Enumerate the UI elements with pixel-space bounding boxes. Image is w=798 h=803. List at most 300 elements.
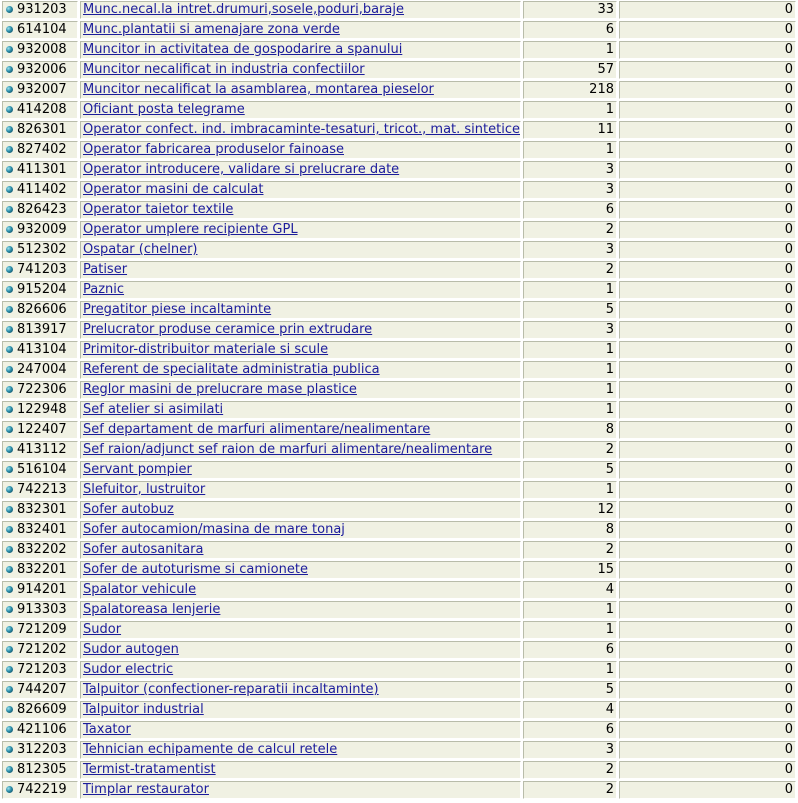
bullet-icon — [6, 366, 13, 373]
secondary-count: 0 — [619, 641, 796, 659]
job-title-link[interactable]: Sef raion/adjunct sef raion de marfuri alimentare/nealimentare — [83, 442, 493, 457]
job-title-link[interactable]: Sofer autosanitara — [83, 542, 204, 557]
job-code-cell — [2, 421, 78, 439]
job-title-cell — [80, 221, 521, 239]
job-code: 932007 — [17, 82, 67, 97]
secondary-count: 0 — [619, 501, 796, 519]
job-title-cell — [80, 41, 521, 59]
secondary-count: 0 — [619, 181, 796, 199]
job-title-cell — [80, 581, 521, 599]
table-row — [2, 381, 796, 399]
job-title-cell — [80, 321, 521, 339]
job-code-cell — [2, 681, 78, 699]
job-code-cell — [2, 101, 78, 119]
table-row — [2, 201, 796, 219]
job-title-cell — [80, 381, 521, 399]
secondary-count: 0 — [619, 341, 796, 359]
table-row — [2, 341, 796, 359]
table-row — [2, 721, 796, 739]
job-title-link[interactable]: Prelucrator produse ceramice prin extrudare — [83, 322, 373, 337]
job-code: 312203 — [17, 742, 67, 757]
secondary-count: 0 — [619, 61, 796, 79]
job-title-link[interactable]: Patiser — [83, 262, 128, 277]
secondary-count: 0 — [619, 201, 796, 219]
table-row — [2, 781, 796, 799]
vacancy-count: 4 — [523, 581, 617, 599]
bullet-icon — [6, 66, 13, 73]
secondary-count: 0 — [619, 761, 796, 779]
job-title-link[interactable]: Slefuitor, lustruitor — [83, 482, 206, 497]
job-code-cell — [2, 281, 78, 299]
table-row — [2, 61, 796, 79]
job-code: 516104 — [17, 462, 67, 477]
secondary-count: 0 — [619, 701, 796, 719]
vacancy-count: 11 — [523, 121, 617, 139]
secondary-count: 0 — [619, 121, 796, 139]
job-title-cell — [80, 141, 521, 159]
vacancy-count: 3 — [523, 741, 617, 759]
job-code: 721202 — [17, 642, 67, 657]
vacancy-count: 6 — [523, 641, 617, 659]
table-row — [2, 181, 796, 199]
job-title-cell — [80, 521, 521, 539]
bullet-icon — [6, 686, 13, 693]
job-title-cell — [80, 681, 521, 699]
job-title-cell — [80, 81, 521, 99]
bullet-icon — [6, 546, 13, 553]
job-code: 744207 — [17, 682, 67, 697]
job-code: 721209 — [17, 622, 67, 637]
vacancy-count: 1 — [523, 281, 617, 299]
job-title-cell — [80, 761, 521, 779]
job-code: 932006 — [17, 62, 67, 77]
vacancy-count: 2 — [523, 781, 617, 799]
job-title-link[interactable]: Referent de specialitate administratia publica — [83, 362, 380, 377]
job-title-link[interactable]: Operator masini de calculat — [83, 182, 264, 197]
vacancy-count: 1 — [523, 41, 617, 59]
bullet-icon — [6, 506, 13, 513]
vacancy-count: 2 — [523, 221, 617, 239]
vacancy-count: 2 — [523, 261, 617, 279]
job-title-link[interactable]: Oficiant posta telegrame — [83, 102, 245, 117]
bullet-icon — [6, 666, 13, 673]
vacancy-count: 4 — [523, 701, 617, 719]
vacancy-count: 218 — [523, 81, 617, 99]
job-title-cell — [80, 121, 521, 139]
bullet-icon — [6, 406, 13, 413]
secondary-count: 0 — [619, 261, 796, 279]
vacancy-count: 1 — [523, 601, 617, 619]
bullet-icon — [6, 126, 13, 133]
job-title-cell — [80, 601, 521, 619]
job-code: 411402 — [17, 182, 67, 197]
job-title-link[interactable]: Munc.necal.la intret.drumuri,sosele,poduri,baraje — [83, 2, 405, 17]
job-code-cell — [2, 441, 78, 459]
table-row — [2, 581, 796, 599]
secondary-count: 0 — [619, 21, 796, 39]
job-title-link[interactable]: Servant pompier — [83, 462, 192, 477]
job-title-cell — [80, 181, 521, 199]
table-row — [2, 241, 796, 259]
vacancy-count: 5 — [523, 681, 617, 699]
job-code-cell — [2, 181, 78, 199]
job-code-cell — [2, 521, 78, 539]
job-code: 122948 — [17, 402, 67, 417]
bullet-icon — [6, 526, 13, 533]
job-title-link[interactable]: Tehnician echipamente de calcul retele — [83, 742, 338, 757]
bullet-icon — [6, 206, 13, 213]
bullet-icon — [6, 586, 13, 593]
bullet-icon — [6, 286, 13, 293]
table-row — [2, 281, 796, 299]
job-code-cell — [2, 201, 78, 219]
job-code-cell — [2, 741, 78, 759]
job-title-link[interactable]: Taxator — [83, 722, 131, 737]
job-title-cell — [80, 261, 521, 279]
job-title-cell — [80, 441, 521, 459]
job-title-link[interactable]: Talpuitor (confectioner-reparatii incaltaminte) — [83, 682, 379, 697]
bullet-icon — [6, 606, 13, 613]
vacancy-count: 2 — [523, 441, 617, 459]
secondary-count: 0 — [619, 361, 796, 379]
bullet-icon — [6, 426, 13, 433]
job-code: 411301 — [17, 162, 67, 177]
table-row — [2, 221, 796, 239]
table-row — [2, 521, 796, 539]
job-code-cell — [2, 81, 78, 99]
job-code: 742213 — [17, 482, 67, 497]
job-code-cell — [2, 241, 78, 259]
job-title-link[interactable]: Pregatitor piese incaltaminte — [83, 302, 272, 317]
vacancy-count: 33 — [523, 1, 617, 19]
job-code-cell — [2, 321, 78, 339]
job-title-link[interactable]: Sef atelier si asimilati — [83, 402, 224, 417]
bullet-icon — [6, 306, 13, 313]
job-title-cell — [80, 241, 521, 259]
vacancy-count: 1 — [523, 481, 617, 499]
job-title-cell — [80, 621, 521, 639]
job-code: 915204 — [17, 282, 67, 297]
vacancy-count: 2 — [523, 761, 617, 779]
job-title-link[interactable]: Muncitor necalificat in industria confectiilor — [83, 62, 365, 77]
job-code: 421106 — [17, 722, 67, 737]
vacancy-count: 5 — [523, 301, 617, 319]
job-code-cell — [2, 381, 78, 399]
secondary-count: 0 — [619, 681, 796, 699]
bullet-icon — [6, 226, 13, 233]
job-code-cell — [2, 341, 78, 359]
job-title-link[interactable]: Operator taietor textile — [83, 202, 234, 217]
secondary-count: 0 — [619, 381, 796, 399]
job-title-link[interactable]: Sudor — [83, 622, 122, 637]
job-title-cell — [80, 641, 521, 659]
job-code: 932009 — [17, 222, 67, 237]
job-code: 826606 — [17, 302, 67, 317]
table-row — [2, 81, 796, 99]
job-code: 247004 — [17, 362, 67, 377]
job-code-cell — [2, 301, 78, 319]
secondary-count: 0 — [619, 461, 796, 479]
table-row — [2, 461, 796, 479]
job-title-link[interactable]: Muncitor necalificat la asamblarea, montarea pieselor — [83, 82, 434, 97]
table-row — [2, 141, 796, 159]
job-code: 122407 — [17, 422, 67, 437]
secondary-count: 0 — [619, 521, 796, 539]
table-row — [2, 421, 796, 439]
job-title-link[interactable]: Operator fabricarea produselor fainoase — [83, 142, 344, 157]
secondary-count: 0 — [619, 601, 796, 619]
vacancy-count: 6 — [523, 721, 617, 739]
table-row — [2, 741, 796, 759]
job-code-cell — [2, 581, 78, 599]
job-title-link[interactable]: Sudor autogen — [83, 642, 179, 657]
job-code-cell — [2, 1, 78, 19]
table-row — [2, 161, 796, 179]
bullet-icon — [6, 746, 13, 753]
job-title-cell — [80, 701, 521, 719]
job-code-cell — [2, 661, 78, 679]
job-code-cell — [2, 41, 78, 59]
job-title-cell — [80, 401, 521, 419]
secondary-count: 0 — [619, 721, 796, 739]
bullet-icon — [6, 386, 13, 393]
secondary-count: 0 — [619, 221, 796, 239]
job-code: 932008 — [17, 42, 67, 57]
job-title-link[interactable]: Sofer autobuz — [83, 502, 174, 517]
job-code-cell — [2, 621, 78, 639]
job-code: 832201 — [17, 562, 67, 577]
table-row — [2, 261, 796, 279]
job-title-link[interactable]: Primitor-distribuitor materiale si scule — [83, 342, 329, 357]
job-title-cell — [80, 101, 521, 119]
job-title-cell — [80, 661, 521, 679]
bullet-icon — [6, 326, 13, 333]
bullet-icon — [6, 246, 13, 253]
vacancy-count: 6 — [523, 201, 617, 219]
secondary-count: 0 — [619, 421, 796, 439]
bullet-icon — [6, 766, 13, 773]
vacancy-count: 15 — [523, 561, 617, 579]
job-title-link[interactable]: Spalatoreasa lenjerie — [83, 602, 221, 617]
table-row — [2, 761, 796, 779]
job-code-cell — [2, 221, 78, 239]
bullet-icon — [6, 566, 13, 573]
bullet-icon — [6, 726, 13, 733]
secondary-count: 0 — [619, 81, 796, 99]
job-title-cell — [80, 561, 521, 579]
job-title-link[interactable]: Spalator vehicule — [83, 582, 197, 597]
table-row — [2, 621, 796, 639]
job-title-cell — [80, 461, 521, 479]
table-row — [2, 481, 796, 499]
secondary-count: 0 — [619, 141, 796, 159]
job-title-link[interactable]: Termist-tratamentist — [83, 762, 216, 777]
job-code-cell — [2, 161, 78, 179]
job-code-cell — [2, 641, 78, 659]
job-code: 722306 — [17, 382, 67, 397]
job-code: 826609 — [17, 702, 67, 717]
job-title-cell — [80, 21, 521, 39]
table-row — [2, 641, 796, 659]
job-code-cell — [2, 761, 78, 779]
bullet-icon — [6, 446, 13, 453]
job-code: 614104 — [17, 22, 67, 37]
job-title-cell — [80, 1, 521, 19]
job-title-link[interactable]: Sef departament de marfuri alimentare/nealimentare — [83, 422, 431, 437]
bullet-icon — [6, 166, 13, 173]
secondary-count: 0 — [619, 741, 796, 759]
bullet-icon — [6, 626, 13, 633]
secondary-count: 0 — [619, 401, 796, 419]
job-code-cell — [2, 401, 78, 419]
table-row — [2, 121, 796, 139]
table-row — [2, 601, 796, 619]
vacancy-count: 3 — [523, 161, 617, 179]
job-title-link[interactable]: Operator confect. ind. imbracaminte-tesaturi, tricot., mat. sintetice — [83, 122, 520, 137]
bullet-icon — [6, 86, 13, 93]
job-title-cell — [80, 481, 521, 499]
secondary-count: 0 — [619, 41, 796, 59]
bullet-icon — [6, 6, 13, 13]
vacancy-count: 1 — [523, 661, 617, 679]
vacancy-count: 1 — [523, 101, 617, 119]
vacancy-count: 8 — [523, 421, 617, 439]
job-code: 832401 — [17, 522, 67, 537]
job-code-cell — [2, 601, 78, 619]
table-row — [2, 441, 796, 459]
job-code: 826301 — [17, 122, 67, 137]
vacancy-count: 1 — [523, 361, 617, 379]
secondary-count: 0 — [619, 481, 796, 499]
job-code-cell — [2, 561, 78, 579]
secondary-count: 0 — [619, 1, 796, 19]
vacancy-count: 3 — [523, 241, 617, 259]
job-code: 413104 — [17, 342, 67, 357]
job-code: 813917 — [17, 322, 67, 337]
job-title-link[interactable]: Reglor masini de prelucrare mase plastice — [83, 382, 357, 397]
job-title-link[interactable]: Talpuitor industrial — [83, 702, 204, 717]
job-title-cell — [80, 201, 521, 219]
table-row — [2, 321, 796, 339]
job-code: 512302 — [17, 242, 67, 257]
secondary-count: 0 — [619, 581, 796, 599]
secondary-count: 0 — [619, 621, 796, 639]
job-title-link[interactable]: Sudor electric — [83, 662, 174, 677]
job-title-link[interactable]: Sofer de autoturisme si camionete — [83, 562, 308, 577]
table-row — [2, 21, 796, 39]
vacancy-count: 5 — [523, 461, 617, 479]
vacancy-count: 1 — [523, 621, 617, 639]
secondary-count: 0 — [619, 781, 796, 799]
job-title-cell — [80, 781, 521, 799]
secondary-count: 0 — [619, 161, 796, 179]
bullet-icon — [6, 266, 13, 273]
vacancy-count: 8 — [523, 521, 617, 539]
job-title-cell — [80, 721, 521, 739]
vacancy-count: 1 — [523, 341, 617, 359]
bullet-icon — [6, 466, 13, 473]
job-code: 914201 — [17, 582, 67, 597]
bullet-icon — [6, 26, 13, 33]
job-title-link[interactable]: Munc.plantatii si amenajare zona verde — [83, 22, 340, 37]
job-title-cell — [80, 161, 521, 179]
bullet-icon — [6, 646, 13, 653]
job-title-cell — [80, 301, 521, 319]
vacancy-count: 1 — [523, 401, 617, 419]
secondary-count: 0 — [619, 101, 796, 119]
job-title-link[interactable]: Operator umplere recipiente GPL — [83, 222, 298, 237]
table-row — [2, 701, 796, 719]
table-row — [2, 561, 796, 579]
secondary-count: 0 — [619, 321, 796, 339]
job-title-link[interactable]: Ospatar (chelner) — [83, 242, 198, 257]
job-code: 413112 — [17, 442, 67, 457]
table-row — [2, 401, 796, 419]
job-title-cell — [80, 541, 521, 559]
vacancy-count: 2 — [523, 541, 617, 559]
job-code: 742219 — [17, 782, 67, 797]
job-code-cell — [2, 21, 78, 39]
vacancy-count: 6 — [523, 21, 617, 39]
vacancy-count: 1 — [523, 141, 617, 159]
job-title-link[interactable]: Timplar restaurator — [83, 782, 209, 797]
secondary-count: 0 — [619, 281, 796, 299]
bullet-icon — [6, 786, 13, 793]
job-code: 721203 — [17, 662, 67, 677]
job-title-link[interactable]: Paznic — [83, 282, 125, 297]
vacancy-count: 3 — [523, 181, 617, 199]
job-title-cell — [80, 61, 521, 79]
job-code: 826423 — [17, 202, 67, 217]
job-vacancies-body — [2, 1, 796, 799]
secondary-count: 0 — [619, 301, 796, 319]
bullet-icon — [6, 486, 13, 493]
job-code-cell — [2, 61, 78, 79]
job-code-cell — [2, 361, 78, 379]
job-code-cell — [2, 781, 78, 799]
vacancy-count: 1 — [523, 381, 617, 399]
job-title-cell — [80, 421, 521, 439]
vacancy-count: 12 — [523, 501, 617, 519]
job-code-cell — [2, 541, 78, 559]
table-row — [2, 661, 796, 679]
table-row — [2, 541, 796, 559]
bullet-icon — [6, 706, 13, 713]
job-title-link[interactable]: Operator introducere, validare si prelucrare date — [83, 162, 400, 177]
table-row — [2, 361, 796, 379]
job-title-cell — [80, 281, 521, 299]
job-code-cell — [2, 141, 78, 159]
job-code-cell — [2, 261, 78, 279]
secondary-count: 0 — [619, 441, 796, 459]
table-row — [2, 301, 796, 319]
table-row — [2, 501, 796, 519]
job-title-cell — [80, 341, 521, 359]
job-code: 741203 — [17, 262, 67, 277]
job-title-link[interactable]: Muncitor in activitatea de gospodarire a spanului — [83, 42, 403, 57]
bullet-icon — [6, 146, 13, 153]
job-title-link[interactable]: Sofer autocamion/masina de mare tonaj — [83, 522, 345, 537]
job-title-cell — [80, 741, 521, 759]
job-code: 832301 — [17, 502, 67, 517]
job-title-cell — [80, 361, 521, 379]
job-code: 832202 — [17, 542, 67, 557]
table-row — [2, 41, 796, 59]
table-row — [2, 681, 796, 699]
job-code-cell — [2, 121, 78, 139]
vacancy-count: 57 — [523, 61, 617, 79]
job-code-cell — [2, 481, 78, 499]
